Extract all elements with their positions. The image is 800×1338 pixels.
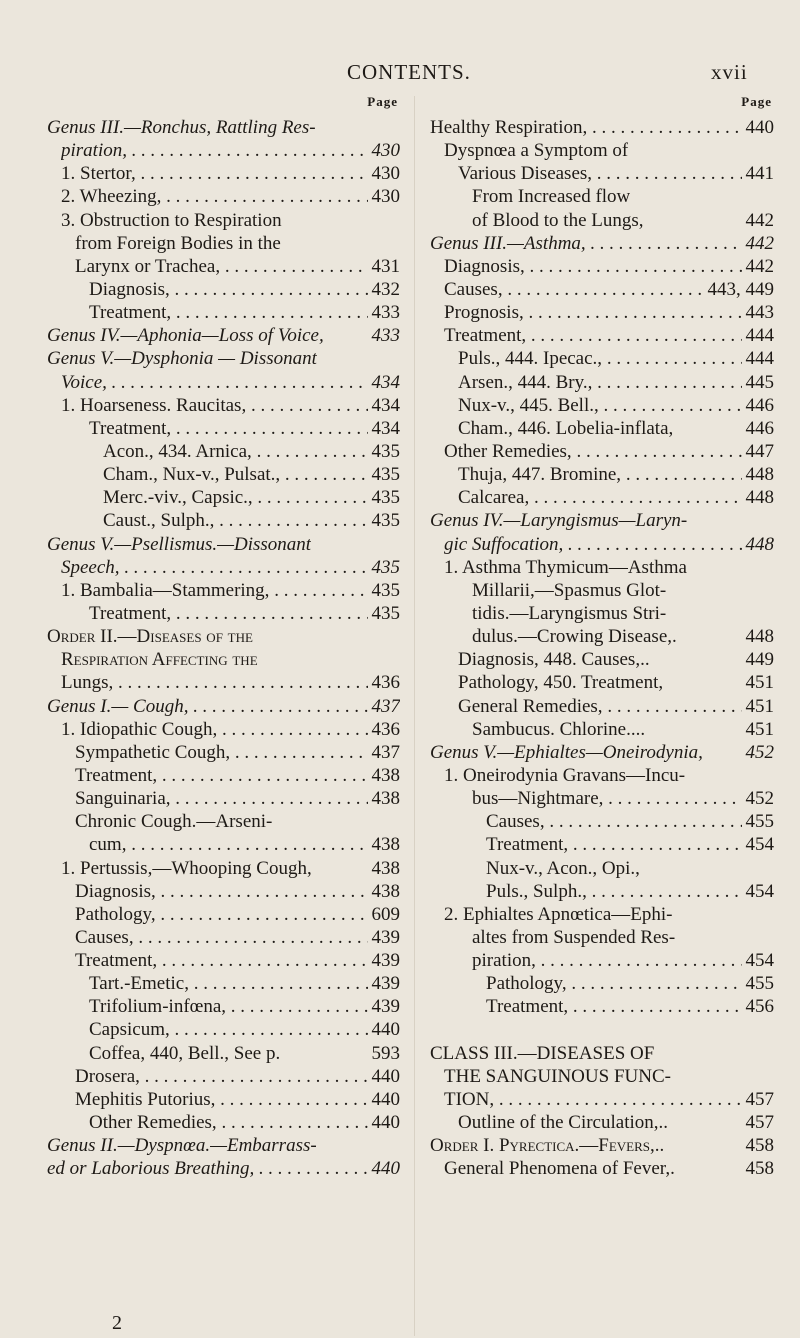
entry-page-number: 449	[745, 649, 774, 671]
contents-entry	[47, 533, 400, 556]
entry-text: Treatment, . . .	[486, 995, 742, 1018]
entry-page-number: 445	[745, 371, 774, 393]
contents-entry	[47, 1111, 400, 1134]
entry-text: Cham., 446. Lobelia-inflata,	[458, 417, 674, 439]
contents-entry	[430, 185, 774, 208]
running-header-page-numeral: xvii	[711, 60, 748, 84]
entry-page-number: 438	[371, 857, 400, 879]
entry-text: Diagnosis, . . .	[75, 880, 368, 903]
contents-entry	[430, 371, 774, 394]
entry-page-number: 448	[745, 487, 774, 509]
contents-entry	[430, 324, 774, 347]
contents-entry	[430, 463, 774, 486]
entry-text: Calcarea, . . .	[458, 486, 742, 509]
contents-entry	[430, 533, 774, 556]
contents-entry	[430, 1088, 774, 1111]
entry-text: 1. Stertor, . . .	[61, 162, 368, 185]
contents-entry	[47, 1088, 400, 1111]
contents-entry	[47, 301, 400, 324]
contents-entry	[47, 833, 400, 856]
entry-text: Treatment, . . .	[444, 324, 742, 347]
contents-entry	[430, 949, 774, 972]
contents-entry	[430, 903, 774, 926]
entry-text: Larynx or Trachea, . . .	[75, 255, 368, 278]
entry-page-number: 455	[745, 811, 774, 833]
contents-entry	[430, 764, 774, 787]
entry-text: Tart.-Emetic, . . .	[89, 972, 368, 995]
entry-text: Prognosis, . . .	[444, 301, 742, 324]
entry-text: Mephitis Putorius, . . .	[75, 1088, 368, 1111]
contents-entry	[430, 741, 774, 764]
contents-entry	[47, 880, 400, 903]
entry-text: 1. Bambalia—Stammering, . . .	[61, 579, 368, 602]
entry-text: bus—Nightmare, . . .	[472, 787, 742, 810]
running-header-title: CONTENTS.	[347, 60, 471, 84]
entry-text: tidis.—Laryngismus Stri-	[472, 602, 667, 624]
entry-text: Treatment, . . .	[486, 833, 742, 856]
entry-page-number: 437	[371, 695, 400, 717]
contents-entry	[47, 995, 400, 1018]
contents-entry	[47, 232, 400, 255]
entry-text: Treatment, . . .	[89, 417, 368, 440]
entry-page-number: 438	[371, 788, 400, 810]
contents-entry	[47, 185, 400, 208]
entry-text: Arsen., 444. Bry., . . .	[458, 371, 742, 394]
entry-page-number: 435	[371, 440, 400, 462]
contents-entry	[430, 347, 774, 370]
entry-text: General Phenomena of Fever,.	[444, 1158, 675, 1180]
entry-page-number: 430	[371, 186, 400, 208]
entry-page-number: 609	[371, 903, 400, 925]
contents-entry	[47, 949, 400, 972]
contents-entry	[47, 1018, 400, 1041]
entry-text: Nux-v., 445. Bell., . . .	[458, 394, 742, 417]
entry-page-number: 435	[371, 464, 400, 486]
contents-entry	[430, 810, 774, 833]
contents-entry	[47, 926, 400, 949]
entry-page-number: 430	[371, 140, 400, 162]
entry-text: 1. Hoarseness. Raucitas, . . .	[61, 394, 368, 417]
entry-page-number: 456	[745, 996, 774, 1018]
entry-page-number: 434	[371, 371, 400, 393]
contents-entry	[47, 972, 400, 995]
entry-text: CLASS III.—DISEASES OF	[430, 1042, 655, 1064]
contents-column-left	[47, 94, 400, 1180]
entry-text: 1. Oneirodynia Gravans—Incu-	[444, 764, 686, 786]
contents-entry	[47, 394, 400, 417]
entry-page-number: 446	[745, 417, 774, 439]
entry-text: Diagnosis, . . .	[444, 255, 742, 278]
contents-entry	[430, 255, 774, 278]
entry-text: Trifolium-infœna, . . .	[89, 995, 368, 1018]
entry-text: Genus V.—Ephialtes—Oneirodynia,	[430, 741, 703, 763]
entry-text: Coffea, 440, Bell., See p.	[89, 1042, 281, 1064]
entry-text: 1. Idiopathic Cough, . . .	[61, 718, 368, 741]
entry-page-number: 440	[371, 1088, 400, 1110]
entry-text: Genus IV.—Laryngismus—Laryn-	[430, 510, 688, 532]
entry-page-number: 436	[371, 718, 400, 740]
entry-text: Lungs, . . .	[61, 671, 368, 694]
entry-text: 3. Obstruction to Respiration	[61, 209, 282, 231]
contents-entry	[47, 718, 400, 741]
entry-text: Order I. Pyrectica.—Fevers,..	[430, 1135, 665, 1157]
entry-text: from Foreign Bodies in the	[75, 232, 281, 254]
entry-page-number: 452	[745, 788, 774, 810]
entry-text: ed or Laborious Breathing, . . .	[47, 1157, 368, 1180]
contents-entry	[47, 417, 400, 440]
entry-page-number: 437	[371, 741, 400, 763]
contents-entry	[430, 1111, 774, 1134]
entry-text: Order II.—Diseases of the	[47, 626, 253, 648]
contents-entry	[430, 972, 774, 995]
contents-entry	[47, 347, 400, 370]
contents-entry	[430, 602, 774, 625]
entry-text: THE SANGUINOUS FUNC-	[444, 1065, 671, 1087]
contents-entry	[47, 810, 400, 833]
contents-entry	[47, 278, 400, 301]
entry-text: Treatment, . . .	[75, 764, 368, 787]
entry-page-number: 435	[371, 602, 400, 624]
entry-text: Various Diseases, . . .	[458, 162, 742, 185]
entry-page-number: 440	[371, 1065, 400, 1087]
entry-page-number: 452	[745, 741, 774, 763]
contents-entry	[430, 139, 774, 162]
entry-text: Puls., Sulph., . . .	[486, 880, 742, 903]
entry-page-number: 441	[745, 163, 774, 185]
contents-entry	[47, 625, 400, 648]
entry-page-number: 438	[371, 764, 400, 786]
entry-page-number: 444	[745, 348, 774, 370]
entry-text: Pathology, . . .	[486, 972, 742, 995]
entry-page-number: 435	[371, 579, 400, 601]
contents-entry	[430, 880, 774, 903]
contents-entry	[430, 556, 774, 579]
footer-page-number: 2	[112, 1312, 122, 1334]
entry-text: Treatment, . . .	[89, 301, 368, 324]
entry-page-number: 440	[745, 117, 774, 138]
entry-page-number: 446	[745, 394, 774, 416]
entry-text: Pathology, . . .	[75, 903, 368, 926]
entry-text: Genus I.— Cough, . . .	[47, 695, 368, 718]
contents-entry	[47, 209, 400, 232]
contents-entry	[47, 509, 400, 532]
entry-page-number: 458	[745, 1158, 774, 1180]
entry-text: Acon., 434. Arnica, . . .	[103, 440, 368, 463]
contents-entry	[47, 671, 400, 694]
entry-text: Voice, . . .	[61, 371, 368, 394]
contents-entry	[430, 857, 774, 880]
entry-text: Treatment, . . .	[75, 949, 368, 972]
entry-page-number: 451	[745, 718, 774, 740]
entry-text: Other Remedies, . . .	[444, 440, 742, 463]
contents-entry	[47, 787, 400, 810]
entry-text: Merc.-viv., Capsic., . . .	[103, 486, 368, 509]
entry-text: Genus IV.—Aphonia—Loss of Voice,	[47, 325, 324, 347]
entry-page-number: 435	[371, 556, 400, 578]
entry-page-number: 451	[745, 695, 774, 717]
entry-text: Genus III.—Ronchus, Rattling Res-	[47, 117, 316, 138]
entry-page-number: 438	[371, 834, 400, 856]
entry-page-number: 458	[745, 1135, 774, 1157]
entry-text: Chronic Cough.—Arseni-	[75, 811, 273, 833]
entry-text: From Increased flow	[472, 186, 631, 208]
entry-text: Causes, . . .	[444, 278, 704, 301]
entry-page-number: 433	[371, 325, 400, 347]
contents-entry	[430, 1065, 774, 1088]
entry-text: Other Remedies, . . .	[89, 1111, 368, 1134]
entry-text: Causes, . . .	[75, 926, 368, 949]
entry-page-number: 447	[745, 440, 774, 462]
entry-text: Dyspnœa a Symptom of	[444, 140, 629, 162]
entry-page-number: 432	[371, 278, 400, 300]
contents-entry	[47, 116, 400, 139]
contents-entry	[430, 695, 774, 718]
entry-text: Sambucus. Chlorine....	[472, 718, 646, 740]
contents-entry	[430, 116, 774, 139]
entry-page-number: 439	[371, 926, 400, 948]
entry-text: Diagnosis, . . .	[89, 278, 368, 301]
contents-entry	[47, 556, 400, 579]
entry-text: dulus.—Crowing Disease,.	[472, 626, 677, 648]
contents-entry	[47, 371, 400, 394]
entry-page-number: 457	[745, 1112, 774, 1134]
entry-text: Treatment, . . .	[89, 602, 368, 625]
entry-text: Outline of the Circulation,..	[458, 1112, 669, 1134]
page-column-label: Page	[741, 94, 772, 109]
contents-entry	[430, 1042, 774, 1065]
contents-entry	[47, 1134, 400, 1157]
entry-text: Millarii,—Spasmus Glot-	[472, 579, 667, 601]
contents-entry	[430, 301, 774, 324]
contents-entry	[430, 232, 774, 255]
entry-text: 1. Asthma Thymicum—Asthma	[444, 556, 687, 578]
contents-entry	[430, 162, 774, 185]
entry-page-number: 435	[371, 487, 400, 509]
contents-entry	[430, 648, 774, 671]
contents-entry	[47, 440, 400, 463]
entry-text: Genus V.—Dysphonia — Dissonant	[47, 348, 317, 370]
contents-entry	[47, 162, 400, 185]
entry-text: Genus V.—Psellismus.—Dissonant	[47, 533, 312, 555]
contents-entry	[47, 1065, 400, 1088]
contents-entry	[47, 324, 400, 347]
contents-entry	[47, 695, 400, 718]
entry-page-number: 454	[745, 950, 774, 972]
contents-entry	[430, 278, 774, 301]
entry-text: General Remedies, . . .	[458, 695, 742, 718]
entry-text: gic Suffocation, . . .	[444, 533, 742, 556]
contents-entry	[47, 602, 400, 625]
contents-entry	[430, 1157, 774, 1180]
contents-entry	[47, 764, 400, 787]
entry-text: Puls., 444. Ipecac., . . .	[458, 347, 742, 370]
entry-page-number: 439	[371, 950, 400, 972]
entry-text: cum, . . .	[89, 833, 368, 856]
contents-entry	[47, 486, 400, 509]
entry-page-number: 448	[745, 626, 774, 648]
contents-entry	[430, 1018, 774, 1041]
entry-text: Caust., Sulph., . . .	[103, 509, 368, 532]
contents-entry	[430, 486, 774, 509]
contents-column-right	[430, 94, 774, 1180]
entry-text: Cham., Nux-v., Pulsat., . . .	[103, 463, 368, 486]
entry-text: Drosera, . . .	[75, 1065, 368, 1088]
entry-text: Thuja, 447. Bromine, . . .	[458, 463, 742, 486]
entry-page-number: 433	[371, 302, 400, 324]
entry-text: Healthy Respiration, . . .	[430, 116, 742, 139]
contents-entry	[430, 417, 774, 440]
entry-text: Causes, . . .	[486, 810, 742, 833]
entry-page-number: 454	[745, 880, 774, 902]
entry-page-number: 434	[371, 417, 400, 439]
entry-page-number: 454	[745, 834, 774, 856]
entry-page-number: 430	[371, 163, 400, 185]
entry-text: of Blood to the Lungs,	[472, 209, 644, 231]
contents-entry	[430, 833, 774, 856]
contents-entry	[430, 787, 774, 810]
entry-text: Respiration Affecting the	[61, 649, 258, 671]
entry-page-number: 434	[371, 394, 400, 416]
contents-entry	[47, 1157, 400, 1180]
contents-entry	[430, 718, 774, 741]
contents-entry	[47, 255, 400, 278]
entry-text: Genus II.—Dyspnœa.—Embarrass-	[47, 1135, 317, 1157]
entry-page-number: 435	[371, 510, 400, 532]
entry-page-number: 457	[745, 1088, 774, 1110]
entry-text: Speech, . . .	[61, 556, 368, 579]
entry-text: piration, . . .	[472, 949, 742, 972]
page-column-label: Page	[367, 94, 398, 109]
entry-text: altes from Suspended Res-	[472, 926, 676, 948]
entry-page-number: 436	[371, 672, 400, 694]
entry-page-number: 442	[745, 232, 774, 254]
entry-page-number: 440	[371, 1158, 400, 1180]
entry-page-number: 444	[745, 325, 774, 347]
entry-page-number: 593	[371, 1042, 400, 1064]
entry-text: TION, . . .	[444, 1088, 742, 1111]
contents-entry	[47, 579, 400, 602]
entry-page-number: 448	[745, 464, 774, 486]
entry-text: 1. Pertussis,—Whooping Cough,	[61, 857, 312, 879]
contents-entry	[47, 741, 400, 764]
contents-entry	[430, 625, 774, 648]
entry-text: Capsicum, . . .	[89, 1018, 368, 1041]
entry-text: Sympathetic Cough, . . .	[75, 741, 368, 764]
entry-page-number: 443, 449	[707, 278, 774, 300]
contents-entry	[47, 1042, 400, 1065]
contents-entry	[430, 394, 774, 417]
contents-entry	[430, 579, 774, 602]
contents-entry	[47, 463, 400, 486]
entry-page-number: 455	[745, 973, 774, 995]
contents-entry	[430, 209, 774, 232]
contents-entry	[47, 648, 400, 671]
entry-page-number: 438	[371, 880, 400, 902]
entry-page-number: 443	[745, 302, 774, 324]
contents-entry	[47, 139, 400, 162]
contents-entry	[47, 903, 400, 926]
entry-text: Sanguinaria, . . .	[75, 787, 368, 810]
entry-text: Genus III.—Asthma, . . .	[430, 232, 742, 255]
entry-page-number: 439	[371, 996, 400, 1018]
entry-page-number: 431	[371, 255, 400, 277]
entry-text: Nux-v., Acon., Opi.,	[486, 857, 640, 879]
entry-text: piration, . . .	[61, 139, 368, 162]
entry-text: 2. Ephialtes Apnœtica—Ephi-	[444, 903, 673, 925]
contents-entry	[430, 995, 774, 1018]
entry-text: 2. Wheezing, . . .	[61, 185, 368, 208]
contents-entry	[430, 509, 774, 532]
entry-page-number: 440	[371, 1019, 400, 1041]
contents-entry	[430, 1134, 774, 1157]
entry-page-number: 442	[745, 255, 774, 277]
contents-entry	[430, 671, 774, 694]
entry-page-number: 448	[745, 533, 774, 555]
contents-entry	[47, 857, 400, 880]
entry-page-number: 440	[371, 1112, 400, 1134]
contents-entry	[430, 440, 774, 463]
entry-text: Diagnosis, 448. Causes,..	[458, 649, 650, 671]
column-divider	[414, 96, 415, 1336]
entry-text: Pathology, 450. Treatment,	[458, 672, 664, 694]
entry-page-number: 442	[745, 209, 774, 231]
entry-page-number: 451	[745, 672, 774, 694]
entry-page-number: 439	[371, 973, 400, 995]
contents-entry	[430, 926, 774, 949]
